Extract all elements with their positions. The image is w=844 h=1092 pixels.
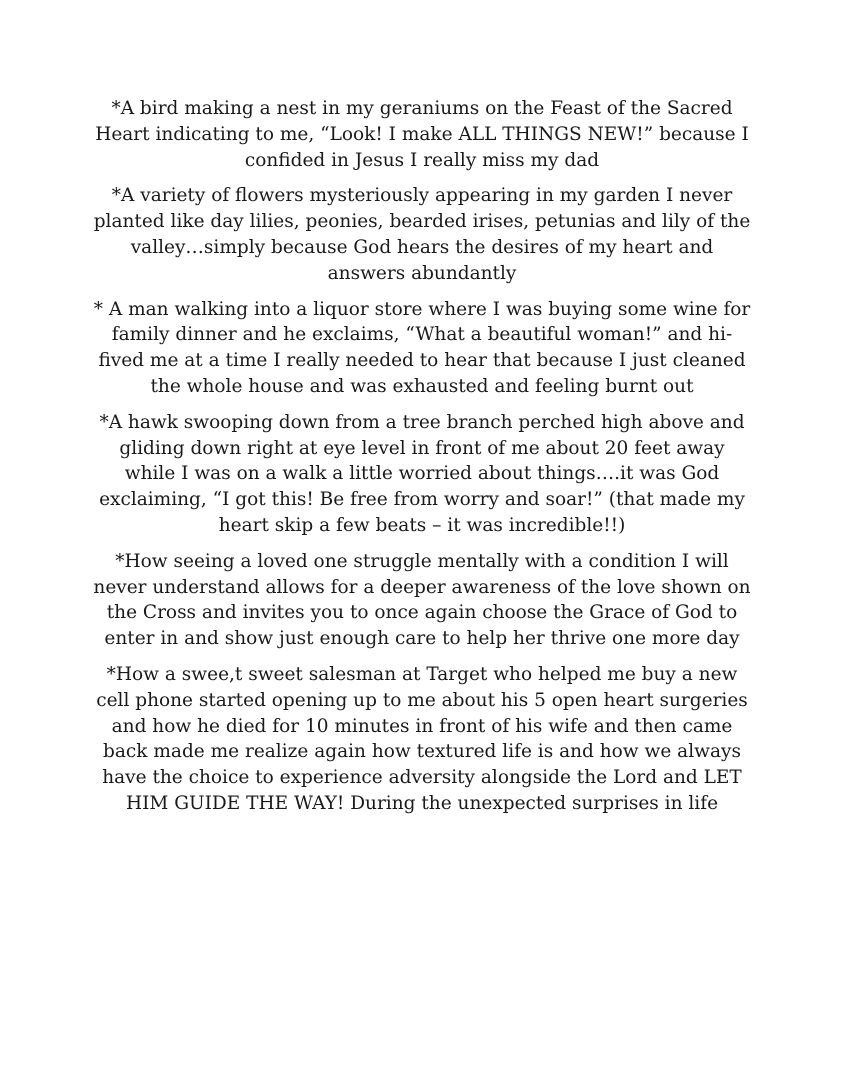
paragraph-bird-nest: *A bird making a nest in my geraniums on the Feast of the Sacred Heart indicating to me, “Look! I make ALL THINGS NEW!” because I confided in Jesus I really miss my dad <box>95 98 749 171</box>
paragraph-loved-one: *How seeing a loved one struggle mentally with a condition I will never understand allows for a deeper awareness of the love shown on the Cross and invites you to once again choose the Grace of God to enter in and show just enough care to help her thrive one more day <box>93 550 751 650</box>
paragraph-salesman: *How a swee,t sweet salesman at Target who helped me buy a new cell phone started opening up to me about his 5 open heart surgeries and how he died for 10 minutes in front of his wife and then came back made me realize again how textured life is and how we always have the choice to experience adversity alongside the Lord and LET HIM GUIDE THE WAY! During the unexpected surprises in life <box>96 663 748 814</box>
paragraph-liquor-store: * A man walking into a liquor store where I was buying some wine for family dinner and he exclaims, “What a beautiful woman!” and hi-fived me at a time I really needed to hear that because I just cleaned the whole house and was exhausted and feeling burnt out <box>93 298 751 397</box>
document-body <box>92 96 752 827</box>
paragraph-hawk: *A hawk swooping down from a tree branch perched high above and gliding down right at eye level in front of me about 20 feet away while I was on a walk a little worried about things….it was God exclaiming, “I got this! Be free from worry and soar!” (that made my heart skip a few beats – it was incredible!!) <box>99 411 745 536</box>
paragraph-flowers: *A variety of flowers mysteriously appearing in my garden I never planted like day lilies, peonies, bearded irises, petunias and lily of the valley…simply because God hears the desires of my heart and answers abundantly <box>93 185 751 284</box>
